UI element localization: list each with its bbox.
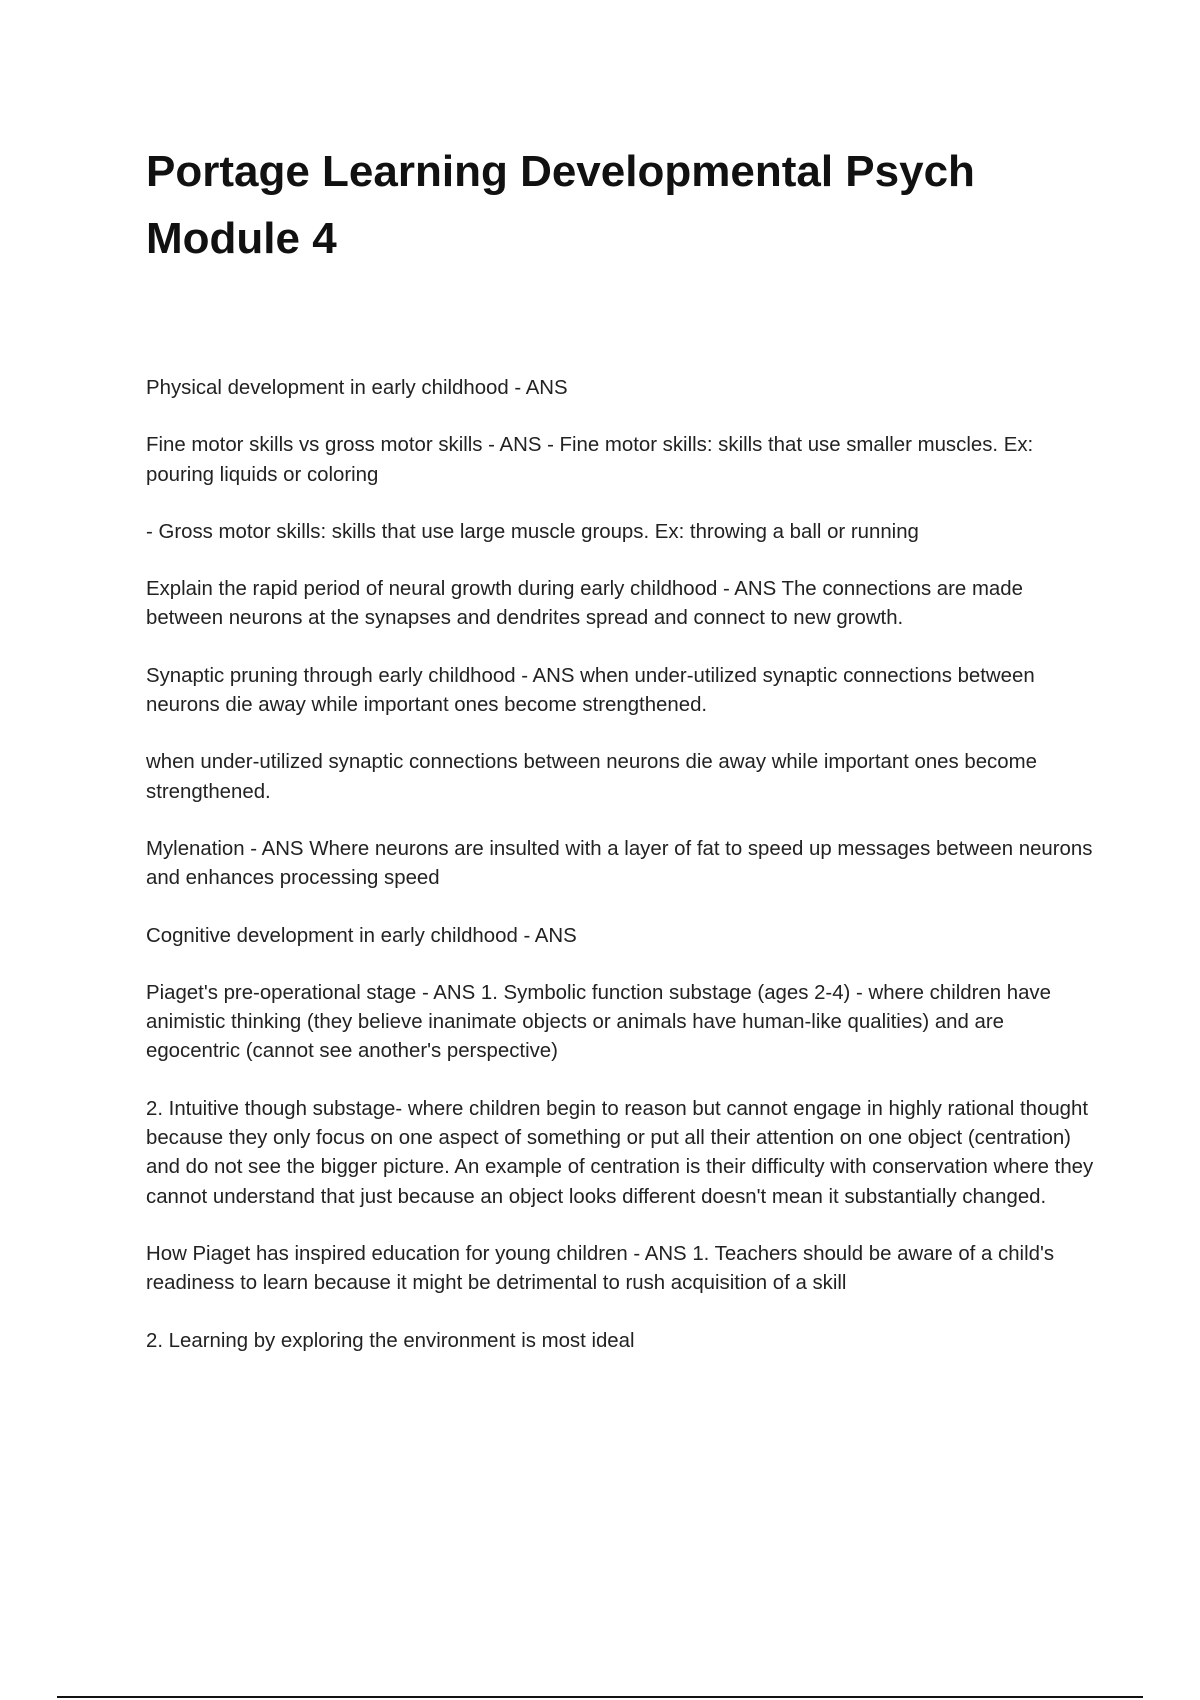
document-title: Portage Learning Developmental Psych Module 4 (146, 147, 975, 263)
document-page (146, 138, 1096, 1384)
document-body (146, 374, 1096, 1356)
paragraph-mylenation: Mylenation - ANS Where neurons are insulted with a layer of fat to speed up messages between neurons and enhances processing speed (146, 837, 1093, 890)
paragraph-learning-by-exploring: 2. Learning by exploring the environment is most ideal (146, 1329, 635, 1352)
paragraph-neural-growth: Explain the rapid period of neural growth during early childhood - ANS The connections are made between neurons at the synapses and dendrites spread and connect to new growth. (146, 578, 1023, 630)
paragraph-preoperational-stage: Piaget's pre-operational stage - ANS 1. Symbolic function substage (ages 2-4) - where children have animistic thinking (they believe inanimate objects or animals have human-like qualities) and are egocentric (cannot see another's perspective) (146, 981, 1051, 1063)
paragraph-piaget-education: How Piaget has inspired education for young children - ANS 1. Teachers should be aware of a child's readiness to learn because it might be detrimental to rush acquisition of a skill (146, 1242, 1055, 1295)
paragraph-cognitive-development: Cognitive development in early childhood - ANS (146, 924, 577, 947)
paragraph-gross-motor: - Gross motor skills: skills that use large muscle groups. Ex: throwing a ball or running (146, 520, 919, 543)
paragraph-physical-development: Physical development in early childhood - ANS (146, 377, 568, 399)
paragraph-fine-vs-gross-motor: Fine motor skills vs gross motor skills - ANS - Fine motor skills: skills that use smaller muscles. Ex: pouring liquids or coloring (146, 434, 1034, 486)
paragraph-synaptic-pruning: Synaptic pruning through early childhood - ANS when under-utilized synaptic connections between neurons die away while important ones become strengthened. (146, 664, 1035, 717)
paragraph-intuitive-substage: 2. Intuitive though substage- where children begin to reason but cannot engage in highly rational thought because they only focus on one aspect of something or put all their attention on one object (centration) and do not see the bigger picture. An example of centration is their difficulty with conservation where they cannot understand that just because an object looks different doesn't mean it substantially changed. (146, 1097, 1094, 1208)
footer-divider (57, 1696, 1143, 1698)
paragraph-pruning-repeat: when under-utilized synaptic connections between neurons die away while important ones become strengthened. (146, 751, 1037, 803)
